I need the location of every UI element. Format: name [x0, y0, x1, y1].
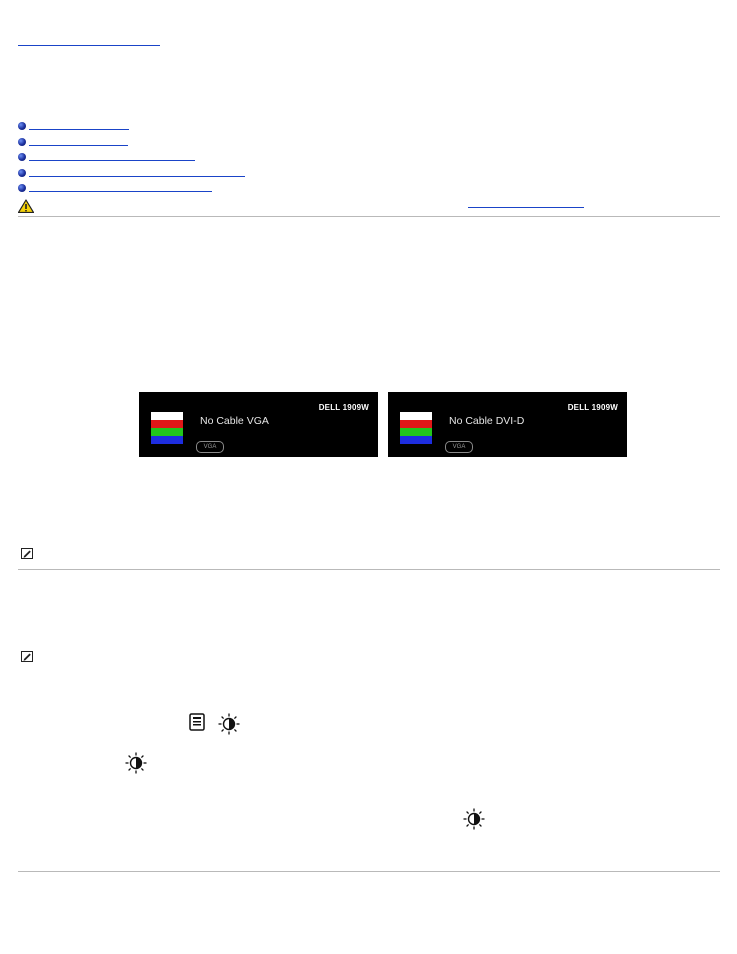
warning-icon [18, 199, 34, 213]
osd-model-label: DELL 1909W [567, 403, 618, 412]
bullet-icon [18, 169, 26, 177]
color-bars-icon [151, 412, 183, 444]
osd-message: No Cable DVI-D [449, 415, 525, 427]
connector-icon: VGA [445, 441, 473, 453]
note-icon [21, 548, 33, 559]
toc-link[interactable] [29, 145, 128, 146]
brightness-contrast-icon [125, 752, 147, 774]
divider [18, 871, 720, 872]
color-bars-icon [400, 412, 432, 444]
bullet-icon [18, 153, 26, 161]
connector-icon: VGA [196, 441, 224, 453]
warning-link[interactable] [468, 207, 584, 208]
toc-link[interactable] [29, 160, 195, 161]
back-to-contents-link[interactable] [18, 32, 160, 46]
menu-button-icon [189, 713, 205, 731]
osd-no-cable-dvid [388, 392, 627, 457]
toc-link[interactable] [29, 129, 129, 130]
bullet-icon [18, 184, 26, 192]
toc-link[interactable] [29, 176, 245, 177]
osd-model-label: DELL 1909W [318, 403, 369, 412]
osd-no-cable-vga [139, 392, 378, 457]
toc-link[interactable] [29, 191, 212, 192]
divider [18, 216, 720, 217]
note-icon [21, 651, 33, 662]
bullet-icon [18, 122, 26, 130]
divider [18, 569, 720, 570]
bullet-icon [18, 138, 26, 146]
brightness-contrast-icon [218, 713, 240, 735]
brightness-contrast-icon [463, 808, 485, 830]
osd-message: No Cable VGA [200, 415, 269, 427]
